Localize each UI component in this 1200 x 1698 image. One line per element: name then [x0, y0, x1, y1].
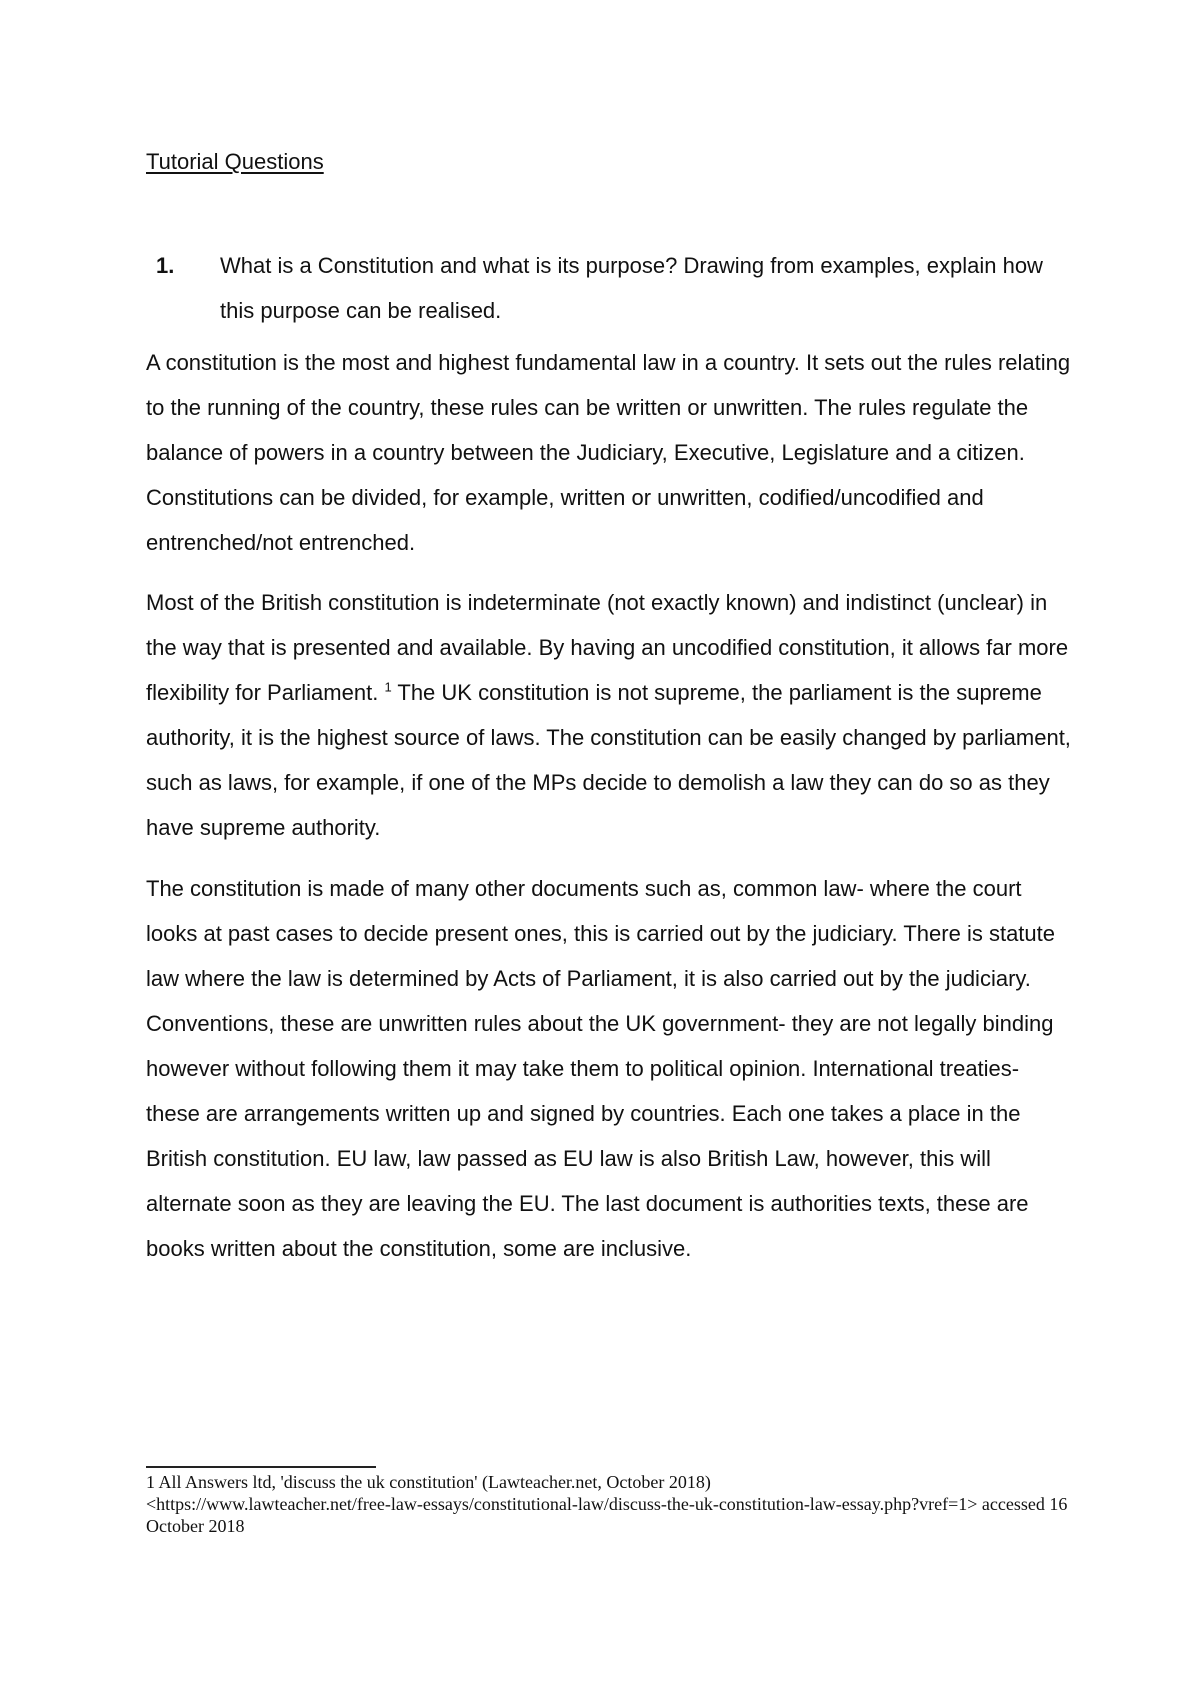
footnote-reference: 1: [384, 679, 392, 695]
footnote-separator: [146, 1466, 376, 1468]
paragraph-2-text-start: Most of the British constitution is indeterminate (not exactly known) and indistinct (unclear) in the way that is presented and available. By having an uncodified constitution, it allows far more flexibility for Parliament.: [146, 590, 1069, 705]
footnote-url: <https://www.lawteacher.net/free-law-essays/constitutional-law/discuss-the-uk-constitution-law-essay.php?vref=1>: [146, 1494, 978, 1514]
answer-paragraph-2: [146, 580, 1076, 850]
footnote-number: 1: [146, 1472, 155, 1492]
tutorial-question: [146, 243, 1076, 333]
page-title: Tutorial Questions: [146, 149, 324, 174]
footnote: [146, 1471, 1086, 1537]
answer-paragraph-1: A constitution is the most and highest fundamental law in a country. It sets out the rules relating to the running of the country, these rules can be written or unwritten. The rules regulate the balance of powers in a country between the Judiciary, Executive, Legislature and a citizen. Constitutions can be divided, for example, written or unwritten, codified/uncodified and entrenched/not entrenched.: [146, 350, 1071, 555]
footnote-accessed: accessed 16 October 2018: [146, 1494, 1068, 1536]
footnote-citation: All Answers ltd, 'discuss the uk constitution' (Lawteacher.net, October 2018): [158, 1472, 711, 1492]
paragraph-2-text-end: The UK constitution is not supreme, the parliament is the supreme authority, it is the highest source of laws. The constitution can be easily changed by parliament, such as laws, for example, if one of the MPs decide to demolish a law they can do so as they have supreme authority.: [146, 680, 1071, 840]
question-text: What is a Constitution and what is its purpose? Drawing from examples, explain how this purpose can be realised.: [220, 253, 1043, 323]
answer-paragraph-3: The constitution is made of many other documents such as, common law- where the court looks at past cases to decide present ones, this is carried out by the judiciary. There is statute law where the law is determined by Acts of Parliament, it is also carried out by the judiciary. Conventions, these are unwritten rules about the UK government- they are not legally binding however without following them it may take them to political opinion. International treaties- these are arrangements written up and signed by countries. Each one takes a place in the British constitution. EU law, law passed as EU law is also British Law, however, this will alternate soon as they are leaving the EU. The last document is authorities texts, these are books written about the constitution, some are inclusive.: [146, 876, 1055, 1261]
question-number: 1.: [156, 253, 175, 278]
